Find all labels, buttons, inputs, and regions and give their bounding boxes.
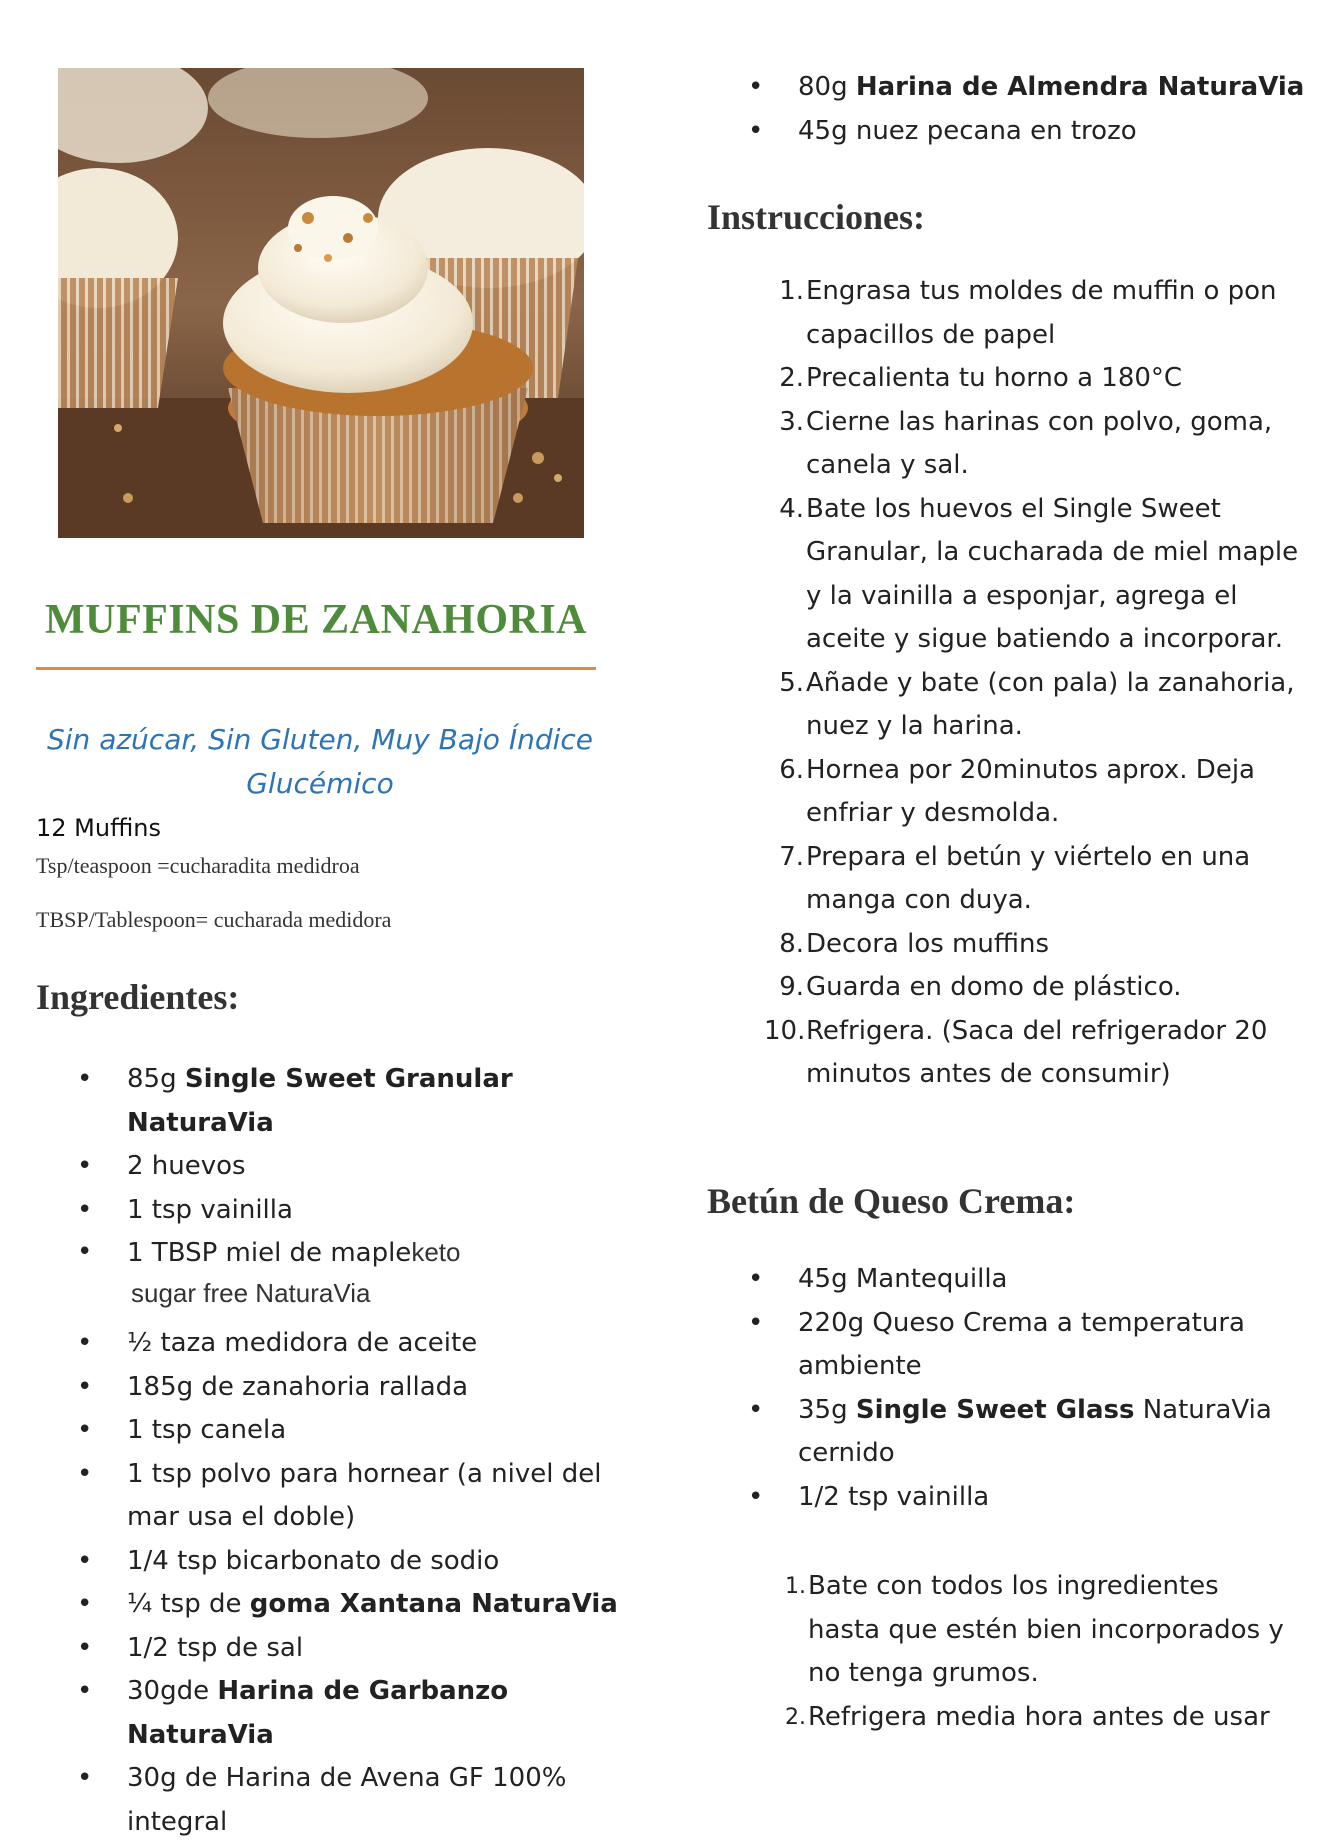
list-item: • 1 tsp vainilla: [127, 1189, 627, 1233]
list-item: • 220g Queso Crema a temperatura ambiente: [798, 1302, 1298, 1389]
list-item: • 1/2 tsp vainilla: [798, 1476, 1298, 1520]
tagline-line-2: Glucémico: [246, 767, 394, 800]
list-item: 2. Precalienta tu horno a 180°C: [779, 363, 1183, 393]
list-item: 5. Añade y bate (con pala) la zanahoria, nuez y la harina.: [779, 667, 1295, 741]
list-item: • 85g Single Sweet Granular NaturaVia: [127, 1058, 627, 1145]
list-item: • 1 tsp polvo para hornear (a nivel del mar usa el doble): [127, 1453, 627, 1540]
frosting-steps-list: [785, 1565, 1298, 1739]
recipe-title: MUFFINS DE ZANAHORIA: [44, 597, 587, 643]
instructions-list: [764, 270, 1306, 1097]
list-item: • 80g Harina de Almendra NaturaVia: [798, 66, 1318, 110]
list-item: • 1 TBSP miel de mapleketo sugar free NaturaVia: [127, 1232, 627, 1314]
list-item: 7. Prepara el betún y viértelo en una manga con duya.: [779, 841, 1251, 915]
title-divider: [36, 667, 596, 670]
list-item: • 45g Mantequilla: [798, 1258, 1298, 1302]
list-item: • 1/2 tsp de sal: [127, 1627, 627, 1671]
list-item: 4. Bate los huevos el Single Sweet Granular, la cucharada de miel maple y la vainilla a esponjar, agrega el aceite y sigue batiendo a incorporar.: [779, 493, 1299, 654]
list-item: 9. Guarda en domo de plástico.: [779, 972, 1182, 1002]
list-item: • 1 tsp canela: [127, 1409, 627, 1453]
list-item: 2. Refrigera media hora antes de usar: [785, 1701, 1270, 1732]
list-item: • 30gde Harina de Garbanzo NaturaVia: [127, 1670, 627, 1757]
frosting-ingredients-list: [798, 1258, 1298, 1519]
list-item: 1. Engrasa tus moldes de muffin o pon capacillos de papel: [779, 276, 1277, 350]
cupcake-photo: [58, 68, 584, 538]
list-item: 6. Hornea por 20minutos aprox. Deja enfriar y desmolda.: [779, 754, 1255, 828]
note-teaspoon: Tsp/teaspoon =cucharadita medidroa: [36, 853, 360, 878]
list-item: 3. Cierne las harinas con polvo, goma, canela y sal.: [779, 406, 1273, 480]
list-item: 8. Decora los muffins: [779, 928, 1050, 959]
ingredients-list: [127, 1058, 627, 1844]
list-item: 1. Bate con todos los ingredientes hasta que estén bien incorporados y no tenga grumos.: [785, 1571, 1284, 1688]
note-tablespoon: TBSP/Tablespoon= cucharada medidora: [36, 907, 392, 932]
frosting-heading: Betún de Queso Crema:: [707, 1181, 1076, 1221]
list-item: 10. Refrigera. (Saca del refrigerador 20 minutos antes de consumir): [764, 1015, 1268, 1089]
recipe-yield: 12 Muffins: [36, 814, 162, 842]
list-item: • 45g nuez pecana en trozo: [798, 110, 1318, 154]
recipe-tagline: [36, 718, 604, 806]
list-item: • 185g de zanahoria rallada: [127, 1366, 627, 1410]
instructions-heading: Instrucciones:: [707, 197, 925, 237]
list-item: • 1/4 tsp bicarbonato de sodio: [127, 1540, 627, 1584]
list-item: • ½ taza medidora de aceite: [127, 1322, 627, 1366]
list-item: • 30g de Harina de Avena GF 100% integral: [127, 1757, 627, 1844]
list-item: • 35g Single Sweet Glass NaturaVia cernido: [798, 1389, 1298, 1476]
ingredients-heading: Ingredientes:: [36, 977, 240, 1017]
tagline-line-1: Sin azúcar, Sin Gluten, Muy Bajo Índice: [47, 723, 593, 756]
list-item: • ¼ tsp de goma Xantana NaturaVia: [127, 1583, 627, 1627]
ingredients-list-continued: [798, 66, 1318, 153]
list-item: • 2 huevos: [127, 1145, 627, 1189]
